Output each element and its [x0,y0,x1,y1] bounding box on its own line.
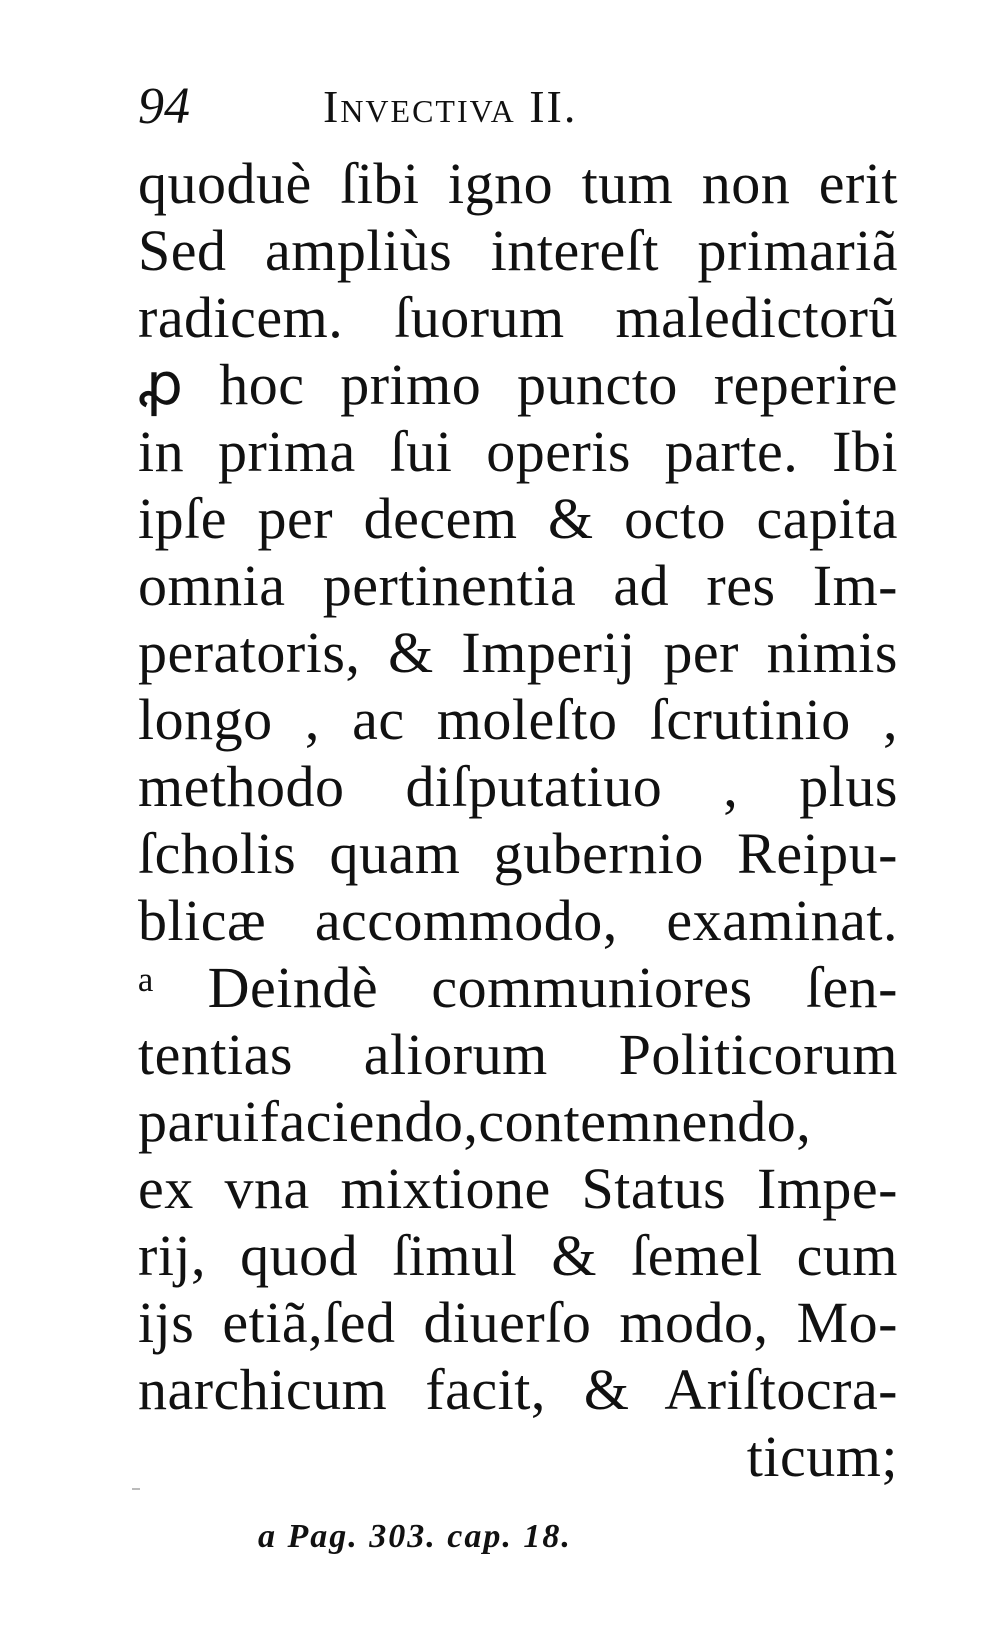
text-line: ꝓ hoc primo puncto reperire [138,352,898,417]
text-line: rij, quod ſimul & ſemel cum [138,1223,898,1288]
text-line: omnia pertinentia ad res Im- [138,553,898,618]
text-line: quoduè ſibi igno tum non erit [138,151,898,216]
footnote: a Pag. 303. cap. 18. [258,1518,572,1555]
text-line: blicæ accommodo, examinat. [138,888,898,953]
text-line: narchicum facit, & Ariſtocra- [138,1357,898,1422]
text-line: methodo diſputatiuo , plus [138,754,898,819]
text-line: in prima ſui operis parte. Ibi [138,419,898,484]
running-title: Invectiva II. [323,81,578,132]
text-line: Sed ampliùs intereſt primariã [138,218,898,283]
page-number: 94 [138,78,190,135]
body-text [138,150,898,1490]
text-line: ᵃ Deindè communiores ſen- [138,955,898,1020]
text-line: radicem. ſuorum maledictorũ [138,285,898,350]
ink-speck [132,1488,140,1490]
text-line: ipſe per decem & octo capita [138,486,898,551]
text-line: ſcholis quam gubernio Reipu- [138,821,898,886]
text-line: tentias aliorum Politicorum [138,1022,898,1087]
catchword: ticum; [746,1424,898,1489]
text-line: paruifaciendo,contemnendo, [138,1089,812,1154]
text-line: ijs etiã,ſed diuerſo modo, Mo- [138,1290,898,1355]
text-line: ex vna mixtione Status Impe- [138,1156,898,1221]
text-line: peratoris, & Imperij per nimis [138,620,898,685]
page-header [138,72,898,142]
text-line: longo , ac moleſto ſcrutinio , [138,687,898,752]
